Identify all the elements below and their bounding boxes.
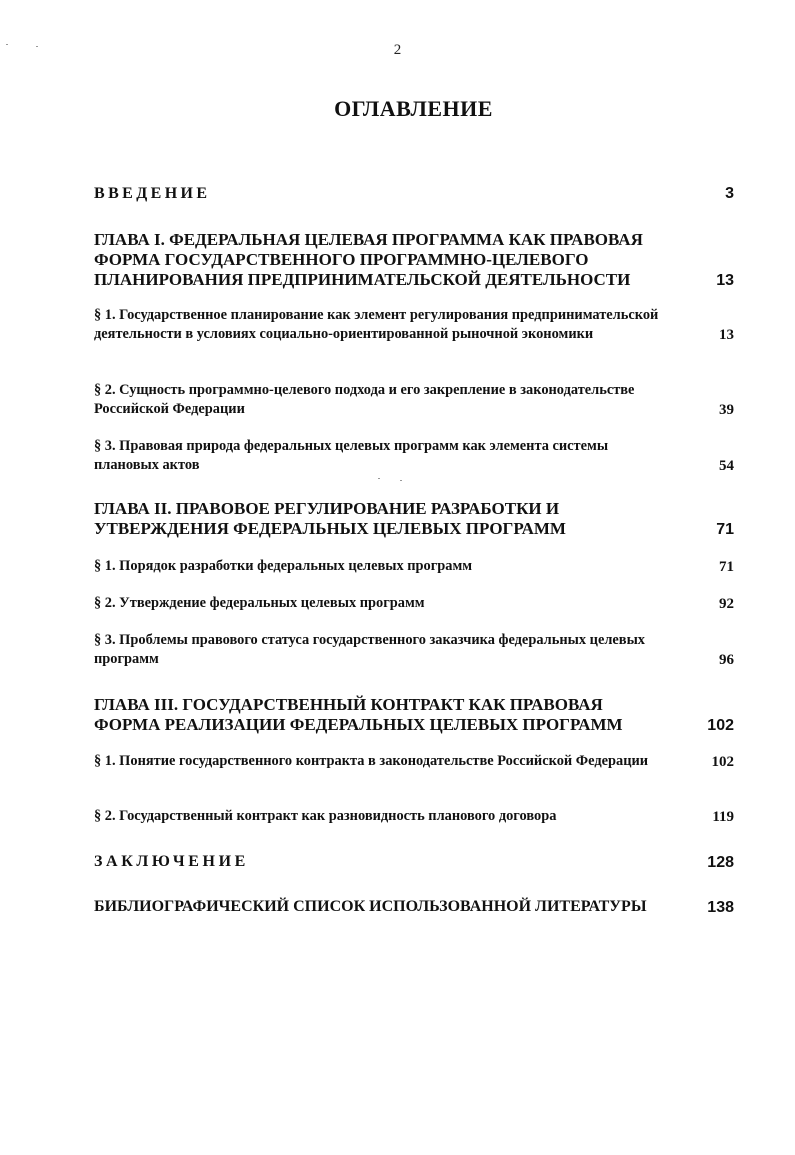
scan-speck (6, 44, 8, 45)
entry-page: 128 (707, 854, 734, 871)
toc-entry-chapter-1-section-1[interactable] (94, 306, 734, 344)
entry-page: 119 (712, 809, 734, 825)
entry-page: 102 (711, 754, 734, 770)
toc-entry-conclusion[interactable] (94, 852, 734, 872)
entry-page: 13 (719, 327, 734, 343)
toc-entry-chapter-3[interactable] (94, 695, 734, 735)
scan-speck (400, 480, 402, 481)
entry-page: 13 (716, 272, 734, 289)
entry-page: 96 (719, 652, 734, 668)
entry-title: § 1. Понятие государственного контракта в законодательстве Российской Федерации (94, 753, 649, 769)
toc-entry-chapter-2-section-2[interactable] (94, 594, 734, 613)
toc-entry-chapter-3-section-1[interactable] (94, 752, 734, 771)
entry-title: § 2. Государственный контракт как разновидность планового договора (94, 808, 557, 824)
entry-title: § 3. Правовая природа федеральных целевых программ как элемента системы плановых актов (94, 438, 609, 473)
entry-title: ГЛАВА II. ПРАВОВОЕ РЕГУЛИРОВАНИЕ РАЗРАБОТКИ И УТВЕРЖДЕНИЯ ФЕДЕРАЛЬНЫХ ЦЕЛЕВЫХ ПРОГРАММ (94, 499, 566, 538)
toc-entry-chapter-2-section-3[interactable] (94, 631, 734, 669)
entry-page: 71 (716, 521, 734, 538)
toc-entry-chapter-1-section-2[interactable] (94, 381, 734, 419)
entry-page: 71 (719, 559, 734, 575)
page-number: 2 (393, 42, 402, 58)
toc-entry-chapter-1-section-3[interactable] (94, 437, 734, 475)
entry-title: § 2. Утверждение федеральных целевых программ (94, 595, 425, 611)
entry-page: 102 (707, 717, 734, 734)
entry-title: ВВЕДЕНИЕ (94, 185, 211, 202)
toc-entry-chapter-1[interactable] (94, 230, 734, 290)
scan-speck (378, 478, 380, 479)
toc-entry-bibliography[interactable] (94, 897, 734, 917)
entry-page: 54 (719, 458, 734, 474)
entry-title: ГЛАВА III. ГОСУДАРСТВЕННЫЙ КОНТРАКТ КАК ПРАВОВАЯ ФОРМА РЕАЛИЗАЦИИ ФЕДЕРАЛЬНЫХ ЦЕЛЕВЫХ ПРОГРАММ (94, 695, 623, 734)
entry-title: БИБЛИОГРАФИЧЕСКИЙ СПИСОК ИСПОЛЬЗОВАННОЙ ЛИТЕРАТУРЫ (94, 898, 647, 915)
toc-entry-chapter-2-section-1[interactable] (94, 557, 734, 576)
entry-title: § 1. Государственное планирование как элемент регулирования предпринимательской деятельности в условиях социально-ориентированной рыночной экономики (94, 307, 659, 342)
toc-title: ОГЛАВЛЕНИЕ (334, 96, 493, 121)
toc-entry-chapter-2[interactable] (94, 499, 734, 539)
entry-title: § 3. Проблемы правового статуса государственного заказчика федеральных целевых программ (94, 632, 645, 667)
toc-entry-chapter-3-section-2[interactable] (94, 807, 734, 826)
scan-speck (36, 46, 38, 47)
entry-page: 3 (725, 185, 734, 202)
entry-title: ЗАКЛЮЧЕНИЕ (94, 853, 249, 870)
entry-title: § 1. Порядок разработки федеральных целевых программ (94, 558, 473, 574)
entry-title: ГЛАВА I. ФЕДЕРАЛЬНАЯ ЦЕЛЕВАЯ ПРОГРАММА КАК ПРАВОВАЯ ФОРМА ГОСУДАРСТВЕННОГО ПРОГРАММНО-ЦЕЛЕВОГО ПЛАНИРОВАНИЯ ПРЕДПРИНИМАТЕЛЬСКОЙ ДЕЯТЕЛЬНОСТИ (94, 230, 643, 289)
entry-page: 39 (719, 402, 734, 418)
toc-entry-introduction[interactable] (94, 185, 734, 203)
entry-page: 92 (719, 596, 734, 612)
entry-title: § 2. Сущность программно-целевого подхода и его закрепление в законодательстве Российской Федерации (94, 382, 635, 417)
entry-page: 138 (707, 899, 734, 916)
